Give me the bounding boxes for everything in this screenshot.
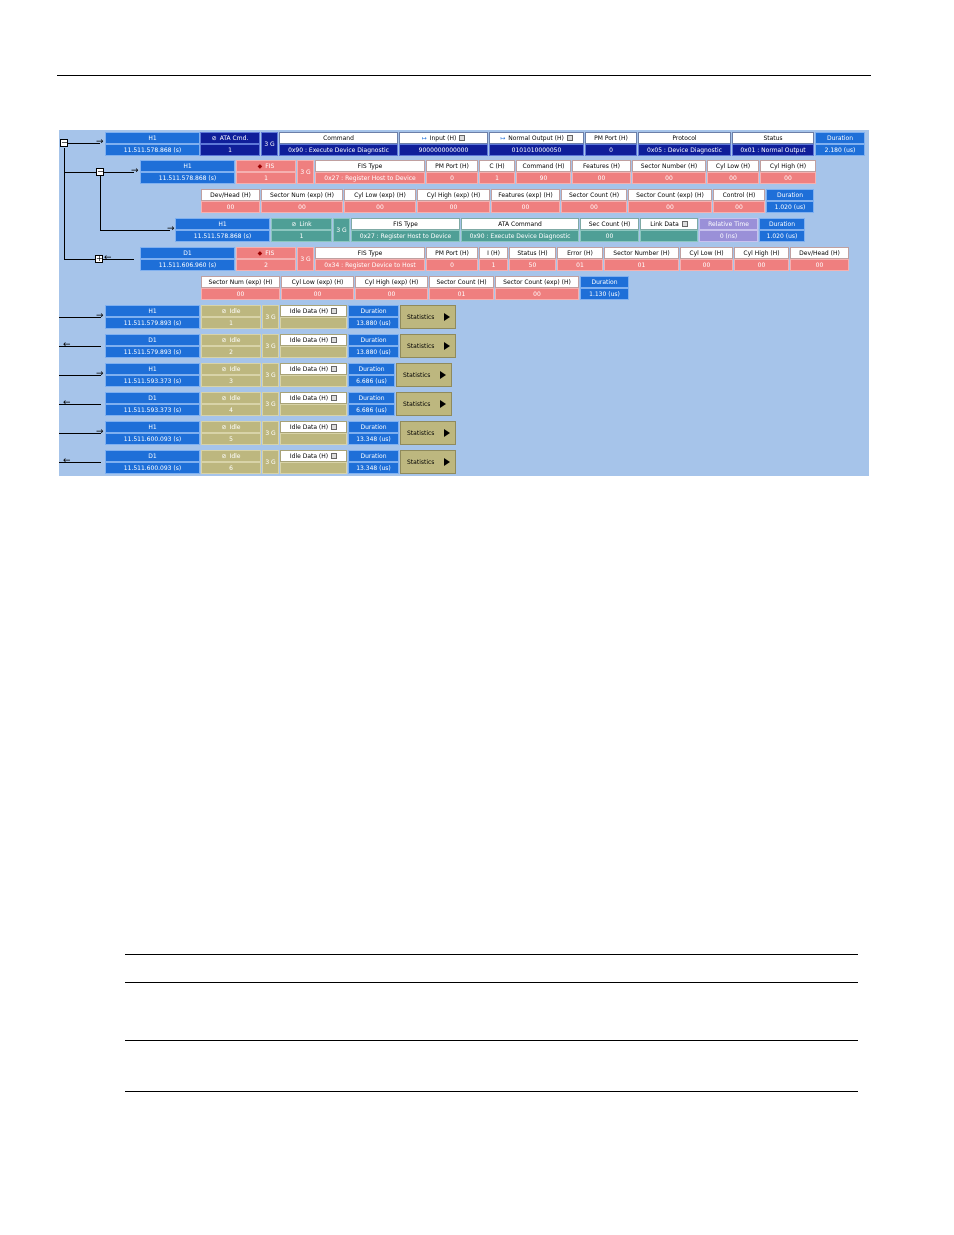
play-icon (444, 458, 450, 466)
duration-cell[interactable]: Duration 13.348 (us) (348, 421, 399, 445)
dropdown-icon[interactable] (331, 453, 337, 459)
arrow-left-icon: ← (104, 253, 112, 263)
link-data-cell[interactable]: Link Data (640, 218, 698, 242)
duration-cell[interactable]: Duration 13.880 (us) (348, 305, 399, 329)
speed-tag: 3 G (262, 305, 279, 329)
fis-type-cell[interactable]: FIS Type 0x27 : Register Host to Device (351, 218, 460, 242)
dropdown-icon[interactable] (331, 424, 337, 430)
idle-icon: ⊘ (221, 423, 227, 431)
arrow-left-icon: ← (63, 456, 71, 466)
time-cell[interactable]: D1 11.511.593.373 (s) (105, 392, 200, 416)
play-icon (444, 429, 450, 437)
top-rule (57, 75, 871, 76)
sector-count-exp-cell[interactable]: Sector Count (exp) (H) 00 (628, 189, 712, 213)
speed-tag: 3 G (262, 421, 279, 445)
idle-icon: ⊘ (221, 307, 227, 315)
cyl-high-exp-cell[interactable]: Cyl High (exp) (H) 00 (355, 276, 428, 300)
play-icon (444, 313, 450, 321)
dropdown-icon[interactable] (459, 135, 465, 141)
cyl-low-cell[interactable]: Cyl Low (H) 00 (680, 247, 733, 271)
trace-view[interactable] (59, 130, 869, 476)
idle-data-cell[interactable]: Idle Data (H) (280, 450, 347, 474)
time-cell[interactable]: H1 11.511.578.868 (s) (140, 160, 235, 184)
command-cell[interactable]: Command (H) 90 (516, 160, 571, 184)
status-cell[interactable]: Status 0x01 : Normal Output (732, 132, 814, 156)
table-rule (125, 1040, 858, 1041)
idle-data-cell[interactable]: Idle Data (H) (280, 392, 347, 416)
c-cell[interactable]: C (H) 1 (479, 160, 515, 184)
link-cell[interactable]: ⊘ Link 1 (271, 218, 332, 242)
arrow-right-icon: → (96, 369, 104, 379)
tree-line (64, 259, 96, 260)
cyl-high-cell[interactable]: Cyl High (H) 00 (734, 247, 789, 271)
cyl-low-cell[interactable]: Cyl Low (H) 00 (707, 160, 759, 184)
duration-cell[interactable]: Duration 13.348 (us) (348, 450, 399, 474)
duration-cell[interactable]: Duration 1.020 (us) (766, 189, 814, 213)
speed-tag: 3 G (262, 334, 279, 358)
idle-data-cell[interactable]: Idle Data (H) (280, 421, 347, 445)
ata-cmd-label: ATA Cmd. (219, 134, 249, 142)
idle-icon: ⊘ (221, 365, 227, 373)
duration-cell[interactable]: Duration 2.180 (us) (815, 132, 865, 156)
statistics-button[interactable]: Statistics (400, 305, 456, 329)
arrow-right-icon: → (131, 166, 139, 176)
time-cell[interactable]: D1 11.511.600.093 (s) (105, 450, 200, 474)
cyl-low-exp-cell[interactable]: Cyl Low (exp) (H) 00 (344, 189, 416, 213)
cyl-high-cell[interactable]: Cyl High (H) 00 (760, 160, 816, 184)
statistics-button[interactable]: Statistics (396, 363, 452, 387)
dropdown-icon[interactable] (331, 366, 337, 372)
tree-line (64, 172, 100, 173)
sector-number-cell[interactable]: Sector Number (H) 01 (604, 247, 679, 271)
fis-cell[interactable]: ◆ FIS 2 (236, 247, 296, 271)
idle-cell[interactable]: ⊘ Idle 6 (201, 450, 261, 474)
output-arrow-icon: ↦ (500, 134, 506, 142)
pm-port-cell[interactable]: PM Port (H) 0 (426, 247, 478, 271)
speed-tag: 3 G (262, 363, 279, 387)
fis-icon: ◆ (257, 249, 263, 257)
time-cell[interactable]: D1 11.511.606.960 (s) (140, 247, 235, 271)
link-icon: ⊘ (291, 220, 297, 228)
duration-cell[interactable]: Duration 6.686 (us) (348, 392, 395, 416)
collapse-toggle[interactable]: − (97, 167, 104, 176)
speed-tag: 3 G (262, 392, 279, 416)
tree-line (59, 375, 101, 376)
sector-count-cell[interactable]: Sector Count (H) 01 (429, 276, 494, 300)
speed-tag: 3 G (261, 132, 278, 156)
sector-number-cell[interactable]: Sector Number (H) 00 (632, 160, 706, 184)
status-cell[interactable]: Status (H) 50 (509, 247, 556, 271)
fis-type-cell[interactable]: FIS Type 0x34 : Register Device to Host (315, 247, 425, 271)
idle-icon: ⊘ (221, 394, 227, 402)
time-cell[interactable]: H1 11.511.578.868 (s) (175, 218, 270, 242)
cyl-low-exp-cell[interactable]: Cyl Low (exp) (H) 00 (281, 276, 354, 300)
normal-output-cell[interactable]: ↦ Normal Output (H) 0101010000050 (489, 132, 584, 156)
sector-num-exp-cell[interactable]: Sector Num (exp) (H) 00 (261, 189, 343, 213)
statistics-button[interactable]: Statistics (400, 334, 456, 358)
play-icon (444, 342, 450, 350)
time-cell[interactable]: H1 11.511.579.893 (s) (105, 305, 200, 329)
features-cell[interactable]: Features (H) 00 (572, 160, 631, 184)
pm-port-cell[interactable]: PM Port (H) 0 (426, 160, 478, 184)
collapse-toggle[interactable]: − (61, 138, 68, 147)
speed-tag: 3 G (297, 247, 314, 271)
ata-cmd-cell[interactable] (200, 132, 260, 156)
tree-line (64, 148, 65, 260)
tree-line (59, 317, 101, 318)
idle-icon: ⊘ (221, 452, 227, 460)
table-rule (125, 954, 858, 955)
idle-cell[interactable]: ⊘ Idle 2 (201, 334, 261, 358)
idle-data-cell[interactable]: Idle Data (H) (280, 334, 347, 358)
pm-port-cell[interactable]: PM Port (H) 0 (585, 132, 637, 156)
timestamp: 11.511.578.868 (s) (105, 144, 200, 156)
arrow-right-icon: → (96, 427, 104, 437)
idle-data-cell[interactable]: Idle Data (H) (280, 363, 347, 387)
dropdown-icon[interactable] (682, 221, 688, 227)
dev-head-cell[interactable]: Dev/Head (H) 00 (790, 247, 849, 271)
dropdown-icon[interactable] (331, 337, 337, 343)
speed-tag: 3 G (333, 218, 350, 242)
statistics-button[interactable]: Statistics (400, 450, 456, 474)
duration-cell[interactable]: Duration 1.130 (us) (580, 276, 629, 300)
time-cell[interactable]: H1 11.511.593.373 (s) (105, 363, 200, 387)
features-exp-cell[interactable]: Features (exp) (H) 00 (491, 189, 560, 213)
speed-tag: 3 G (297, 160, 314, 184)
arrow-right-icon: → (96, 311, 104, 321)
command-cell[interactable]: Command 0x90 : Execute Device Diagnostic (279, 132, 398, 156)
idle-icon: ⊘ (221, 336, 227, 344)
fis-type-cell[interactable]: FIS Type 0x27 : Register Host to Device (315, 160, 425, 184)
idle-cell[interactable]: ⊘ Idle 5 (201, 421, 261, 445)
cyl-high-exp-cell[interactable]: Cyl High (exp) (H) 00 (417, 189, 490, 213)
play-icon (440, 400, 446, 408)
input-arrow-icon: ↦ (421, 134, 427, 142)
table-rule (125, 1091, 858, 1092)
dev-head-cell[interactable]: Dev/Head (H) 00 (201, 189, 260, 213)
relative-time-cell[interactable]: Relative Time 0 (ns) (699, 218, 758, 242)
sec-count-cell[interactable]: Sec Count (H) 00 (580, 218, 639, 242)
statistics-button[interactable]: Statistics (396, 392, 452, 416)
expand-toggle[interactable]: + (96, 254, 103, 263)
table-rule (125, 982, 858, 983)
sector-num-exp-cell[interactable]: Sector Num (exp) (H) 00 (201, 276, 280, 300)
i-cell[interactable]: I (H) 1 (479, 247, 508, 271)
control-cell[interactable]: Control (H) 00 (713, 189, 765, 213)
ata-command-cell[interactable]: ATA Command 0x90 : Execute Device Diagnostic (461, 218, 579, 242)
input-cell[interactable]: ↦ Input (H) 9000000000000 (399, 132, 488, 156)
sector-count-exp-cell[interactable]: Sector Count (exp) (H) 00 (495, 276, 579, 300)
duration-cell[interactable]: Duration 6.686 (us) (348, 363, 395, 387)
idle-cell[interactable]: ⊘ Idle 4 (201, 392, 261, 416)
time-cell[interactable]: H1 11.511.600.093 (s) (105, 421, 200, 445)
time-cell[interactable] (105, 132, 200, 156)
duration-cell[interactable]: Duration 1.020 (us) (759, 218, 805, 242)
dropdown-icon[interactable] (567, 135, 573, 141)
dropdown-icon[interactable] (331, 395, 337, 401)
idle-cell[interactable]: ⊘ Idle 1 (201, 305, 261, 329)
tree-line (59, 433, 101, 434)
statistics-button[interactable]: Statistics (400, 421, 456, 445)
speed-tag: 3 G (262, 450, 279, 474)
tree-line (104, 172, 134, 173)
arrow-left-icon: ← (63, 398, 71, 408)
arrow-right-icon: → (96, 137, 104, 147)
sector-count-cell[interactable]: Sector Count (H) 00 (561, 189, 627, 213)
idle-cell[interactable]: ⊘ Idle 3 (201, 363, 261, 387)
time-cell[interactable]: D1 11.511.579.893 (s) (105, 334, 200, 358)
tree-line (100, 230, 170, 231)
error-cell[interactable]: Error (H) 01 (557, 247, 603, 271)
cmd-icon: ⊘ (211, 134, 217, 142)
idle-data-cell[interactable]: Idle Data (H) (280, 305, 347, 329)
dropdown-icon[interactable] (331, 308, 337, 314)
play-icon (440, 371, 446, 379)
duration-cell[interactable]: Duration 13.880 (us) (348, 334, 399, 358)
protocol-cell[interactable]: Protocol 0x05 : Device Diagnostic (638, 132, 731, 156)
arrow-right-icon: → (167, 224, 175, 234)
ata-cmd-number: 1 (200, 144, 260, 156)
direction-label: H1 (105, 132, 200, 144)
fis-icon: ◆ (257, 162, 263, 170)
arrow-left-icon: ← (63, 340, 71, 350)
tree-line (100, 176, 101, 230)
fis-cell[interactable]: ◆ FIS 1 (236, 160, 296, 184)
